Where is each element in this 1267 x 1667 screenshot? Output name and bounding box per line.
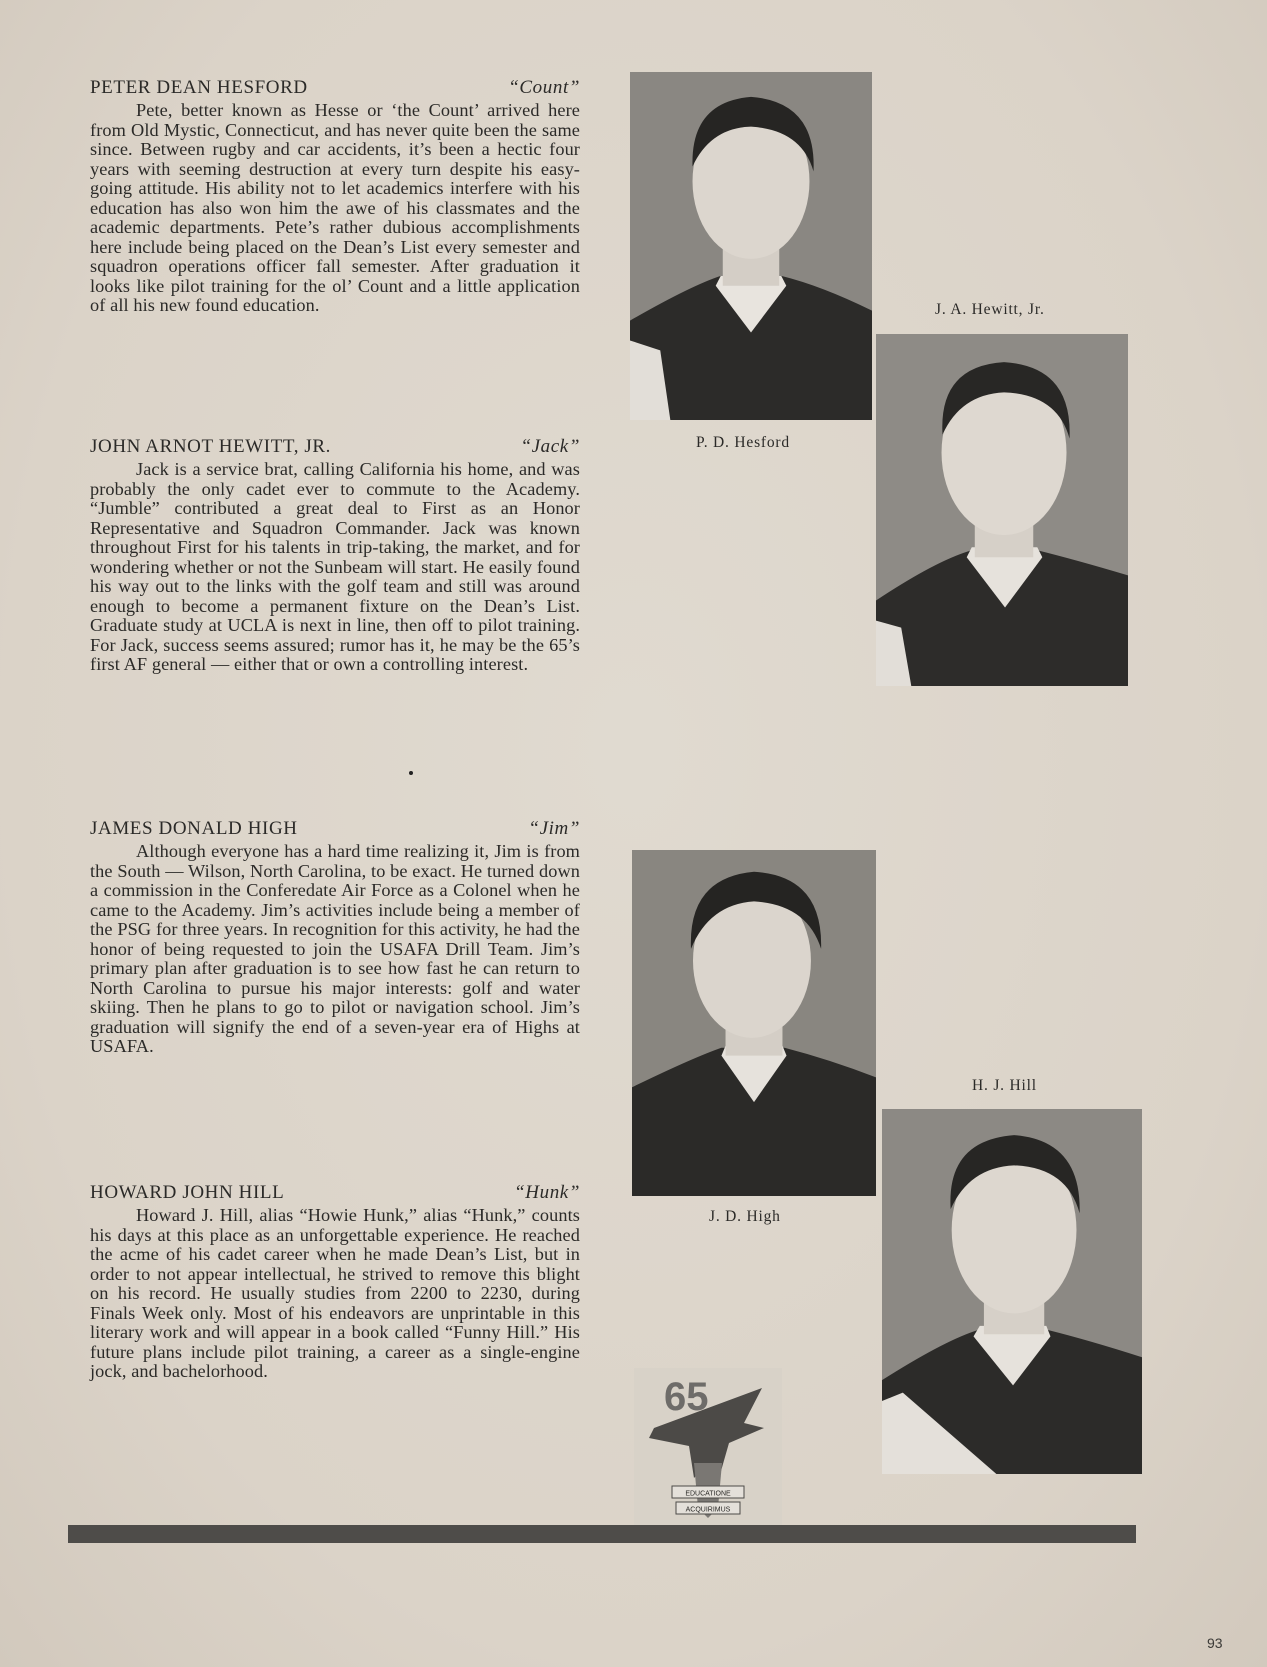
crest-motto-line: ACQUIRIMUS [685,1506,731,1514]
bio-nickname: “Hunk” [514,1182,580,1203]
bio-name: PETER DEAN HESFORD [90,77,308,98]
bio-hewitt [90,436,580,675]
portrait-hewitt [876,334,1128,686]
bio-text: Pete, better known as Hesse or ‘the Count’ arrived here from Old Mystic, Connecticut, and has never quite been the same since. Between rugby and car accidents, it’s been a hectic four years with seeming destruction at every turn despite his easy-going attitude. His ability not to let academics interfere with his education has also won him the awe of his classmates and the academic departments. Pete’s rather dubious accomplishments here include being placed on the Dean’s List every semester and squadron operations officer fall semester. After graduation it looks like pilot training for the ol’ Count and a little application of all his new found education. [90,100,580,315]
portrait-image [882,1109,1142,1474]
portrait-image [630,72,872,420]
bio-text: Although everyone has a hard time realizing it, Jim is from the South — Wilson, North Carolina, to be exact. He turned down a commission in the Conferedate Air Force as a Colonel when he came to the Academy. Jim’s activities include being a member of the PSG for three years. In recognition for this activity, he had the honor of being requested to join the USAFA Drill Team. Jim’s primary plan after graduation is to see how fast he can return to North Carolina to pursue his major interests: golf and water skiing. Then he plans to go to pilot or navigation school. Jim’s graduation will signify the end of a seven-year era of Highs at USAFA. [90,841,580,1056]
bio-nickname: “Jack” [520,436,580,457]
bio-nickname: “Count” [508,77,580,98]
bio-header [90,436,580,460]
portrait-hill [882,1109,1142,1474]
bio-text: Jack is a service brat, calling California his home, and was probably the only cadet ever to commute to the Academy. “Jumble” contributed a great deal to First as an Honor Representative and Squadron Commander. Jack was known throughout First for his talents in trip-taking, the market, and for wondering whether or not the Sunbeam will start. He easily found his way out to the links with the golf team and still was around enough to become a permanent fixture on the Dean’s List. Graduate study at UCLA is next in line, then off to pilot training. For Jack, success seems assured; rumor has it, he may be the 65’s first AF general — either that or own a controlling interest. [90,459,580,674]
bio-hill [90,1182,580,1382]
bio-name: HOWARD JOHN HILL [90,1182,285,1203]
crest-year: 65 [664,1375,709,1419]
caption-hewitt: J. A. Hewitt, Jr. [935,301,1045,318]
page-divider [68,1525,1136,1543]
bio-header [90,818,580,842]
bio-header [90,77,580,101]
bio-name: JOHN ARNOT HEWITT, JR. [90,436,332,457]
portrait-high [632,850,876,1196]
caption-hesford: P. D. Hesford [696,434,790,451]
bio-text: Howard J. Hill, alias “Howie Hunk,” alias “Hunk,” counts his days at this place as an unforgettable experience. He reached the acme of his cadet career when he made Dean’s List, but in order to not appear intellectual, he strived to remove this blight on his record. He usually studies from 2200 to 2230, during Finals Week only. Most of his endeavors are unprintable in this literary work and will appear in a book called “Funny Hill.” His future plans include pilot training, a career as a single-engine jock, and bachelorhood. [90,1205,580,1381]
crest-motto-line: EDUCATIONE [685,1490,731,1498]
eagle-crest-icon [634,1368,782,1534]
caption-high: J. D. High [709,1208,781,1225]
portrait-image [876,334,1128,686]
bio-high [90,818,580,1057]
portrait-image [632,850,876,1196]
caption-hill: H. J. Hill [972,1077,1037,1094]
bio-name: JAMES DONALD HIGH [90,818,298,839]
page-number: 93 [1207,1635,1223,1651]
class-crest-icon [634,1368,782,1534]
portrait-hesford [630,72,872,420]
ink-dot [409,771,413,775]
bio-header [90,1182,580,1206]
bio-nickname: “Jim” [528,818,580,839]
bio-hesford [90,77,580,316]
